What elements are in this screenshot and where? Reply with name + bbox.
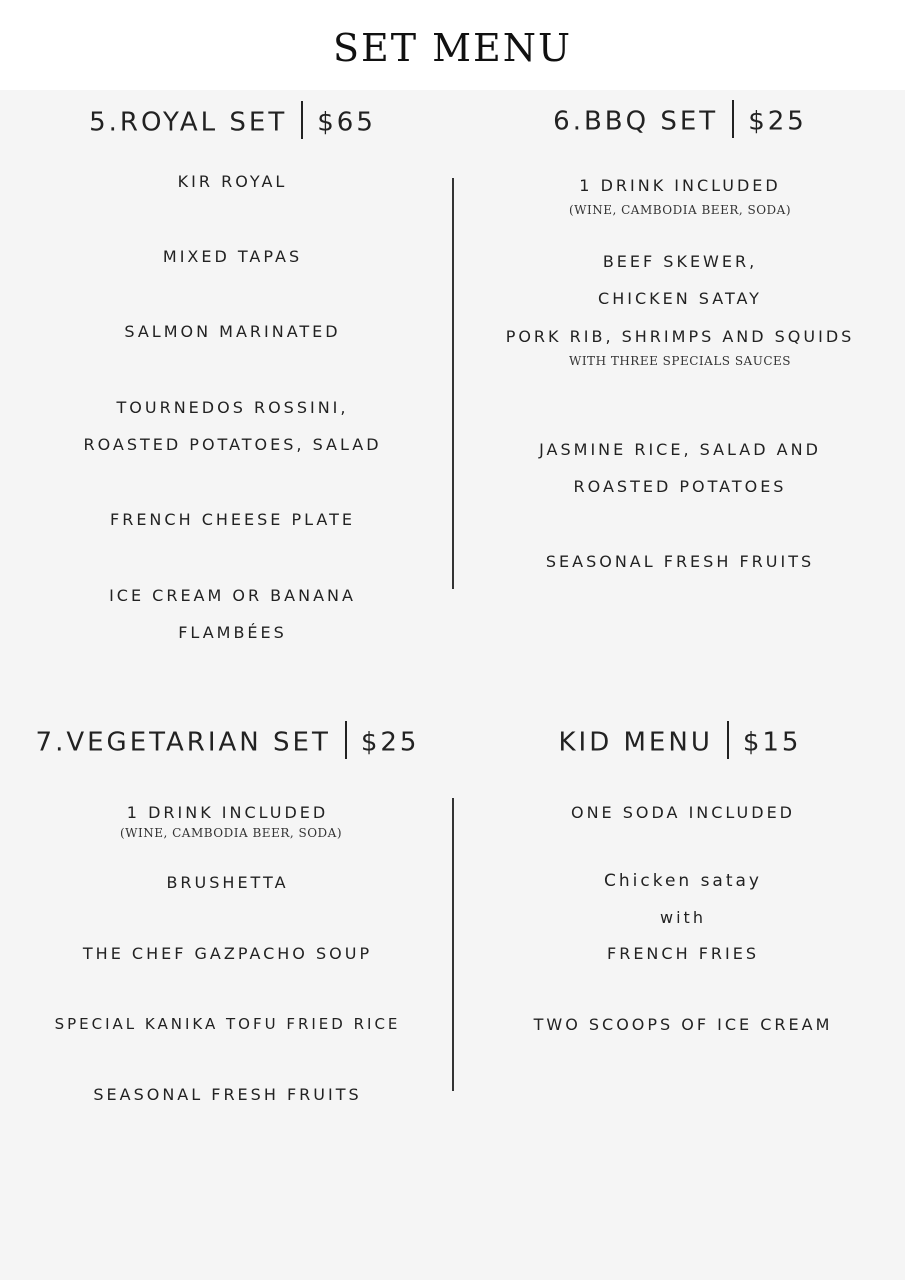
menu-item: SPECIAL KANIKA TOFU FRIED RICE	[54, 1015, 401, 1033]
menu-item: SALMON MARINATED	[124, 322, 341, 341]
menu-item: BRUSHETTA	[166, 873, 289, 892]
divider	[732, 100, 734, 138]
menu-item: TOURNEDOS ROSSINI,	[116, 398, 349, 417]
menu-item: Chicken satay	[603, 871, 762, 891]
divider	[301, 101, 303, 139]
bbq-set-price: $25	[748, 106, 807, 137]
menu-item: CHICKEN SATAY	[598, 289, 762, 308]
royal-set-heading	[0, 104, 465, 142]
menu-item: SEASONAL FRESH FRUITS	[545, 552, 815, 571]
menu-item: with	[660, 908, 706, 927]
menu-item: ICE CREAM OR BANANA	[109, 586, 356, 605]
menu-item: MIXED TAPAS	[162, 247, 303, 266]
menu-item: KIR ROYAL	[177, 172, 288, 191]
menu-item: ROASTED POTATOES	[573, 477, 787, 496]
bbq-set-heading	[455, 103, 905, 141]
vegetarian-set-name: 7.VEGETARIAN SET	[35, 727, 331, 758]
column-divider	[452, 178, 454, 589]
menu-item: FLAMBÉES	[178, 623, 287, 642]
menu-item: FRENCH CHEESE PLATE	[110, 510, 355, 529]
menu-item: TWO SCOOPS OF ICE CREAM	[533, 1015, 833, 1034]
menu-item: SEASONAL FRESH FRUITS	[93, 1085, 362, 1104]
menu-item: FRENCH FRIES	[607, 944, 759, 963]
menu-note: (WINE, CAMBODIA BEER, SODA)	[119, 826, 343, 840]
kid-menu-heading	[455, 724, 905, 762]
vegetarian-set-price: $25	[360, 727, 420, 758]
divider	[345, 721, 347, 759]
vegetarian-set-heading	[0, 724, 455, 762]
royal-set-name: 5.ROYAL SET	[89, 107, 288, 138]
bbq-set-name: 6.BBQ SET	[553, 106, 719, 137]
menu-item: JASMINE RICE, SALAD AND	[539, 440, 821, 459]
kid-menu-price: $15	[742, 727, 802, 758]
menu-item: 1 DRINK INCLUDED	[126, 803, 329, 822]
column-divider	[452, 798, 454, 1091]
page-title: SET MENU	[332, 26, 573, 70]
menu-note: WITH THREE SPECIALS SAUCES	[568, 354, 791, 368]
menu-note: (WINE, CAMBODIA BEER, SODA)	[568, 203, 792, 217]
menu-item: THE CHEF GAZPACHO SOUP	[82, 944, 373, 963]
menu-item: ROASTED POTATOES, SALAD	[83, 435, 382, 454]
menu-item: ONE SODA INCLUDED	[570, 803, 795, 822]
kid-menu-name: KID MENU	[558, 727, 713, 758]
royal-set-price: $65	[317, 107, 376, 138]
menu-item: 1 DRINK INCLUDED	[579, 176, 781, 195]
divider	[727, 721, 729, 759]
menu-item: BEEF SKEWER,	[602, 252, 758, 271]
menu-item: PORK RIB, SHRIMPS AND SQUIDS	[505, 327, 855, 346]
